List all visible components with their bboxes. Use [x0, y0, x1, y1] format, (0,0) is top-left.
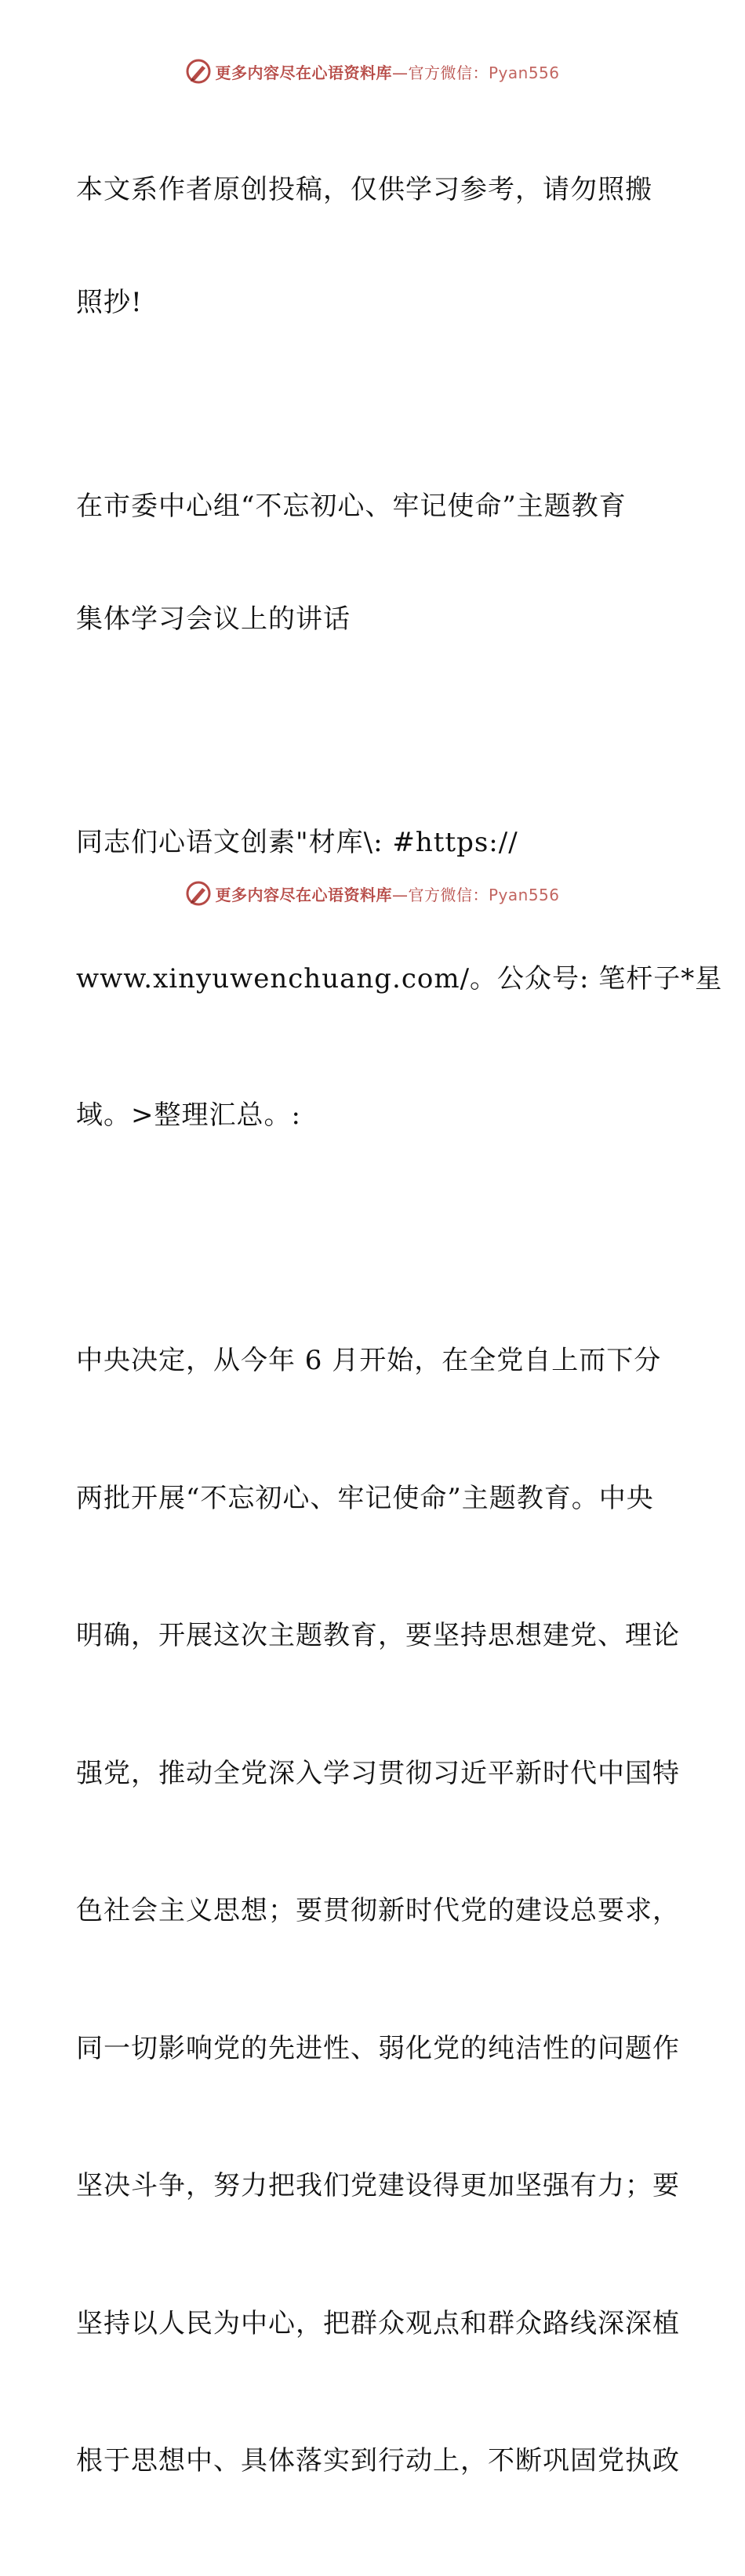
body-line: 坚决斗争，努力把我们党建设得更加坚强有力；要	[76, 2170, 680, 2201]
header-official-label: 官方微信：	[408, 63, 489, 82]
footer-dash: —	[391, 885, 409, 904]
greeting-line: 域。>整理汇总。:	[76, 1100, 301, 1131]
title-line: 集体学习会议上的讲话	[76, 603, 351, 635]
body-line: 两批开展“不忘初心、牢记使命”主题教育。中央	[76, 1482, 654, 1514]
header-dash: —	[391, 63, 409, 82]
body-line: 根于思想中、具体落实到行动上，不断巩固党执政	[76, 2445, 680, 2476]
pen-logo-icon	[185, 880, 212, 907]
greeting-line: www.xinyuwenchuang.com/。公众号: 笔杆子*星	[76, 963, 723, 995]
body-line: 明确，开展这次主题教育，要坚持思想建党、理论	[76, 1620, 680, 1651]
body-line: 中央决定，从今年 6 月开始，在全党自上而下分	[76, 1345, 662, 1376]
body-line: 坚持以人民为中心，把群众观点和群众路线深深植	[76, 2307, 680, 2339]
body-line: 同一切影响党的先进性、弱化党的纯洁性的问题作	[76, 2032, 680, 2064]
header-watermark	[0, 56, 745, 87]
notice-line: 照抄!	[76, 287, 143, 318]
header-brand: 更多内容尽在心语资料库	[215, 63, 392, 82]
title-line: 在市委中心组“不忘初心、牢记使命”主题教育	[76, 491, 627, 522]
greeting-paragraph	[76, 729, 723, 1229]
body-paragraph	[76, 1246, 680, 2576]
header-watermark-text	[215, 60, 559, 83]
footer-brand: 更多内容尽在心语资料库	[215, 885, 392, 904]
body-line: 强党，推动全党深入学习贯彻习近平新时代中国特	[76, 1757, 680, 1789]
footer-watermark-text	[215, 882, 559, 905]
document-body	[76, 96, 723, 2576]
speech-title	[76, 412, 672, 713]
body-line: 色社会主义思想；要贯彻新时代党的建设总要求，	[76, 1895, 680, 1926]
footer-official-label: 官方微信：	[408, 885, 489, 904]
notice-line: 本文系作者原创投稿，仅供学习参考，请勿照搬	[76, 174, 652, 205]
footer-wechat-id: Pyan556	[488, 885, 560, 904]
header-wechat-id: Pyan556	[488, 63, 560, 82]
notice-paragraph	[76, 96, 672, 397]
footer-watermark	[0, 878, 745, 909]
pen-logo-icon	[185, 58, 212, 85]
greeting-line: 同志们心语文创素"材库\: #https://	[76, 827, 518, 858]
